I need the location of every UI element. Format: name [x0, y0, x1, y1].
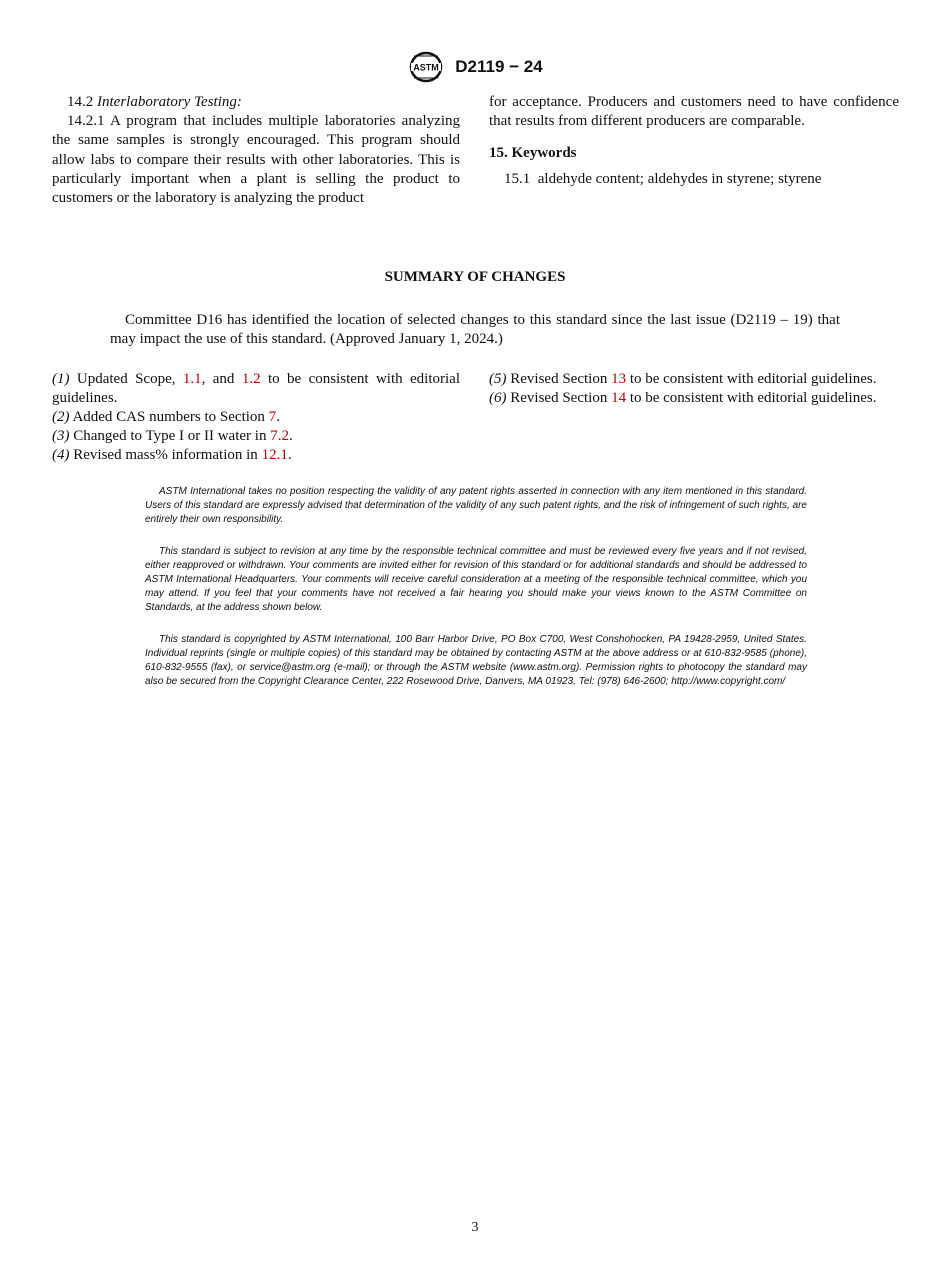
section-link[interactable]: 14 [611, 390, 627, 406]
page-header [0, 50, 950, 84]
subsection-heading [52, 93, 460, 112]
paragraph-continuation: for acceptance. Producers and customers need to have confidence that results from different producers are comparable. [489, 94, 899, 130]
page-number: 3 [471, 1220, 479, 1235]
revision-notice: This standard is subject to revision at any time by the responsible technical committee and must be reviewed every five years and if not revised, either reapproved or withdrawn. Your comments are invited either for revision of this standard or for additional standards and should be addressed to ASTM International Headquarters. Your comments will receive careful consideration at a meeting of the responsible technical committee, which you may attend. If you feel that your comments have not received a fair hearing you should make your views known to the ASTM Committee on Standards, at the address shown below. [145, 546, 807, 613]
change-text: . [288, 428, 293, 444]
change-text: , and [201, 371, 242, 387]
change-text: to be consistent with editorial guidelines. [52, 371, 460, 406]
subsection-number: 14.2 [67, 94, 94, 110]
change-item [52, 408, 460, 427]
changes-right-column [489, 370, 899, 408]
change-item [489, 370, 899, 389]
change-item [52, 427, 460, 446]
change-text: Revised Section [510, 390, 612, 406]
summary-title: SUMMARY OF CHANGES [384, 269, 566, 285]
change-text: Changed to Type I or II water in [73, 428, 271, 444]
change-text: Revised mass% information in [73, 447, 262, 463]
section-link[interactable]: 13 [611, 371, 627, 387]
section-heading-keywords: 15. Keywords [489, 145, 577, 162]
change-item [52, 370, 460, 408]
change-number: (6) [489, 390, 507, 406]
section-link[interactable]: 7 [268, 409, 277, 425]
document-id: D2119 − 24 [455, 57, 543, 76]
change-text: Revised Section [510, 371, 612, 387]
paragraph-text: A program that includes multiple laboratories analyzing the same samples is strongly encouraged. This program should allow labs to compare their results with other laboratories. This is particularly important when a plant is selling the product to customers or the laboratory is analyzing the product [52, 113, 460, 207]
svg-text:ASTM: ASTM [413, 62, 440, 73]
change-item [52, 446, 460, 465]
subsection-title: Interlaboratory Testing: [97, 94, 242, 110]
copyright-notice: This standard is copyrighted by ASTM International, 100 Barr Harbor Drive, PO Box C700, West Conshohocken, PA 19428-2959, United States. Individual reprints (single or multiple copies) of this standard may be obtained by contacting ASTM at the above address or at 610-832-9585 (phone), 610-832-9555 (fax), or service@astm.org (e-mail); or through the ASTM website (www.astm.org). Permission rights to photocopy the standard may also be secured from the Copyright Clearance Center, 222 Rosewood Drive, Danvers, MA 01923, Tel: (978) 646-2600; http://www.copyright.com/ [145, 634, 807, 687]
paragraph-14-2-1 [52, 112, 460, 208]
change-number: (3) [52, 428, 70, 444]
changes-left-column [52, 370, 460, 465]
change-number: (1) [52, 371, 70, 387]
astm-logo-icon [407, 50, 445, 84]
legal-notices [145, 485, 807, 708]
left-column [52, 93, 460, 208]
change-number: (5) [489, 371, 507, 387]
keywords-paragraph [489, 170, 899, 189]
change-text: . [287, 447, 292, 463]
section-link[interactable]: 12.1 [261, 447, 288, 463]
change-text: to be consistent with editorial guidelines. [626, 390, 877, 406]
change-text: Updated Scope, [76, 371, 183, 387]
section-link[interactable]: 1.1 [182, 371, 202, 387]
keywords-text: aldehyde content; aldehydes in styrene; styrene [537, 170, 822, 187]
change-text: Added CAS numbers to Section [72, 409, 269, 425]
change-number: (4) [52, 447, 70, 463]
keywords-number: 15.1 [504, 170, 531, 187]
summary-intro: Committee D16 has identified the location of selected changes to this standard since the last issue (D2119 – 19) that may impact the use of this standard. (Approved January 1, 2024.) [110, 312, 840, 347]
change-item [489, 389, 899, 408]
change-number: (2) [52, 409, 70, 425]
section-link[interactable]: 7.2 [270, 428, 289, 444]
change-text: to be consistent with editorial guidelines. [626, 371, 877, 387]
right-column [489, 93, 899, 189]
patent-notice: ASTM International takes no position respecting the validity of any patent rights asserted in connection with any item mentioned in this standard. Users of this standard are expressly advised that determination of the validity of any such patent rights, and the risk of infringement of such rights, are entirely their own responsibility. [145, 486, 807, 525]
section-link[interactable]: 1.2 [241, 371, 261, 387]
paragraph-number: 14.2.1 [67, 113, 105, 130]
change-text: . [276, 409, 280, 425]
